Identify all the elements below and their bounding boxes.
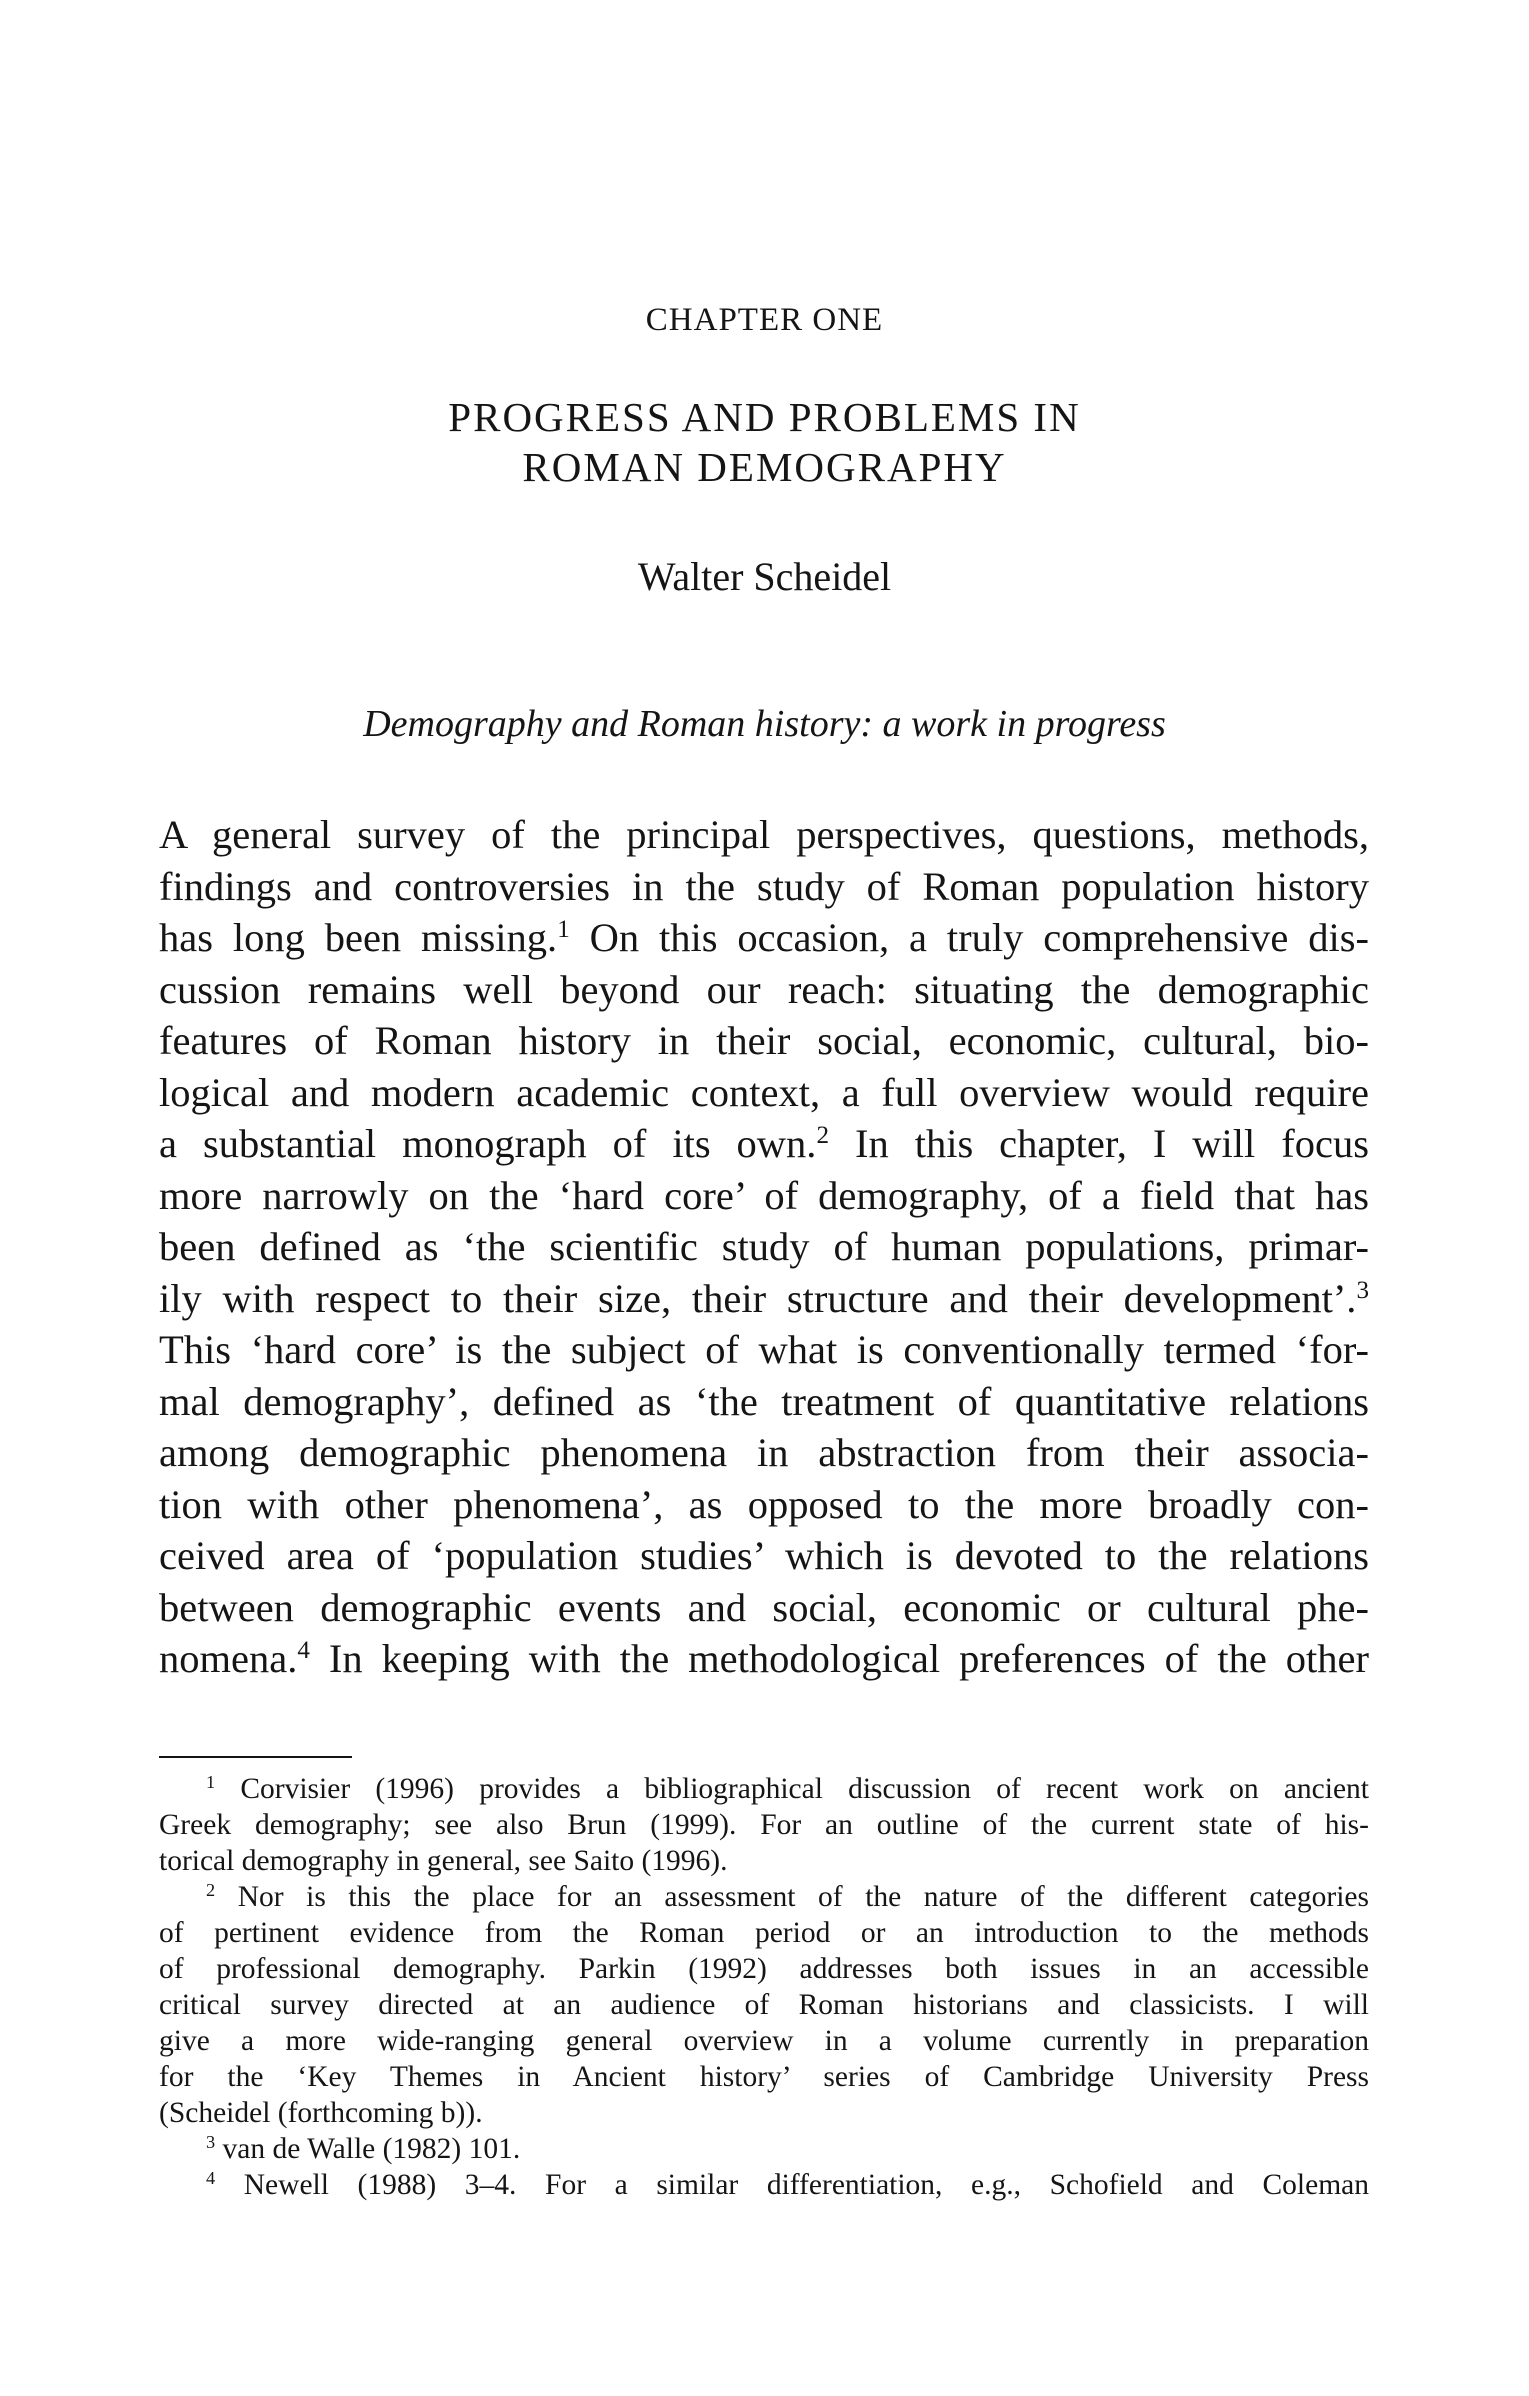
footnote-line: (Scheidel (forthcoming b)). (159, 2097, 483, 2129)
body-line: mal demography’, defined as ‘the treatment of quantitative relations (159, 1378, 1369, 1424)
body-line: This ‘hard core’ is the subject of what is conventionally termed ‘for- (159, 1327, 1369, 1372)
footnote-line: $^3$ van de Walle (1982) 101. (206, 2131, 521, 2165)
footnote-line: $^4$ Newell (1988) 3–4. For a similar differentiation, e.g., Schofield and Coleman (206, 2167, 1369, 2201)
author-name: Walter Scheidel (637, 554, 892, 599)
footnote-number: 2 (206, 1879, 216, 1900)
body-line: findings and controversies in the study of Roman population history (159, 863, 1369, 909)
body-line: a substantial monograph of its own.$^2$ In this chapter, I will focus (159, 1121, 1369, 1166)
body-line: A general survey of the principal perspectives, questions, methods, (159, 812, 1369, 857)
footnote-ref: 1 (557, 916, 570, 944)
footnotes (159, 1771, 1369, 2203)
footnote-line: $^2$ Nor is this the place for an assessment of the nature of the different categories (206, 1879, 1369, 1913)
chapter-label: CHAPTER ONE (645, 302, 884, 338)
body-line: among demographic phenomena in abstraction from their associa- (159, 1430, 1369, 1475)
footnote-ref: 4 (297, 1637, 310, 1665)
body-line: nomena.$^4$ In keeping with the methodological preferences of the other (159, 1636, 1369, 1681)
footnote-line: torical demography in general, see Saito (1996). (159, 1845, 728, 1877)
footnote-line: give a more wide-ranging general overview in a volume currently in preparation (159, 2025, 1369, 2057)
footnote-line: for the ‘Key Themes in Ancient history’ series of Cambridge University Press (159, 2061, 1369, 2093)
footnote-number: 1 (206, 1771, 216, 1792)
footnote-number: 4 (206, 2167, 216, 2188)
body-line: tion with other phenomena’, as opposed to the more broadly con- (159, 1481, 1369, 1527)
body-line: ceived area of ‘population studies’ which is devoted to the relations (159, 1533, 1369, 1578)
body-line: has long been missing.$^1$ On this occasion, a truly comprehensive dis- (159, 915, 1369, 960)
body-line: ily with respect to their size, their structure and their development’.$^3$ (159, 1275, 1369, 1321)
body-line: more narrowly on the ‘hard core’ of demography, of a field that has (159, 1172, 1369, 1218)
chapter-title-line: PROGRESS AND PROBLEMS IN (448, 394, 1081, 440)
body-line: logical and modern academic context, a full overview would require (159, 1069, 1369, 1115)
body-line: cussion remains well beyond our reach: situating the demographic (159, 966, 1369, 1012)
section-heading: Demography and Roman history: a work in progress (363, 703, 1166, 745)
footnote-line: Greek demography; see also Brun (1999). For an outline of the current state of his- (159, 1809, 1369, 1841)
chapter-title-line: ROMAN DEMOGRAPHY (522, 444, 1007, 490)
footnote-line: of pertinent evidence from the Roman period or an introduction to the methods (159, 1917, 1369, 1949)
body-line: been defined as ‘the scientific study of human populations, primar- (159, 1224, 1369, 1269)
body-text (159, 809, 1369, 1685)
footnote-separator (159, 1756, 352, 1758)
footnote-number: 3 (206, 2131, 216, 2152)
footnote-line: $^1$ Corvisier (1996) provides a bibliographical discussion of recent work on ancient (206, 1771, 1370, 1805)
footnote-ref: 2 (816, 1122, 829, 1150)
body-line: between demographic events and social, economic or cultural phe- (159, 1584, 1369, 1630)
body-line: features of Roman history in their social, economic, cultural, bio- (159, 1018, 1369, 1063)
footnote-ref: 3 (1356, 1276, 1369, 1304)
footnote-line: critical survey directed at an audience of Roman historians and classicists. I will (159, 1989, 1369, 2021)
footnote-line: of professional demography. Parkin (1992) addresses both issues in an accessible (159, 1953, 1369, 1985)
chapter-title (0, 392, 1529, 492)
